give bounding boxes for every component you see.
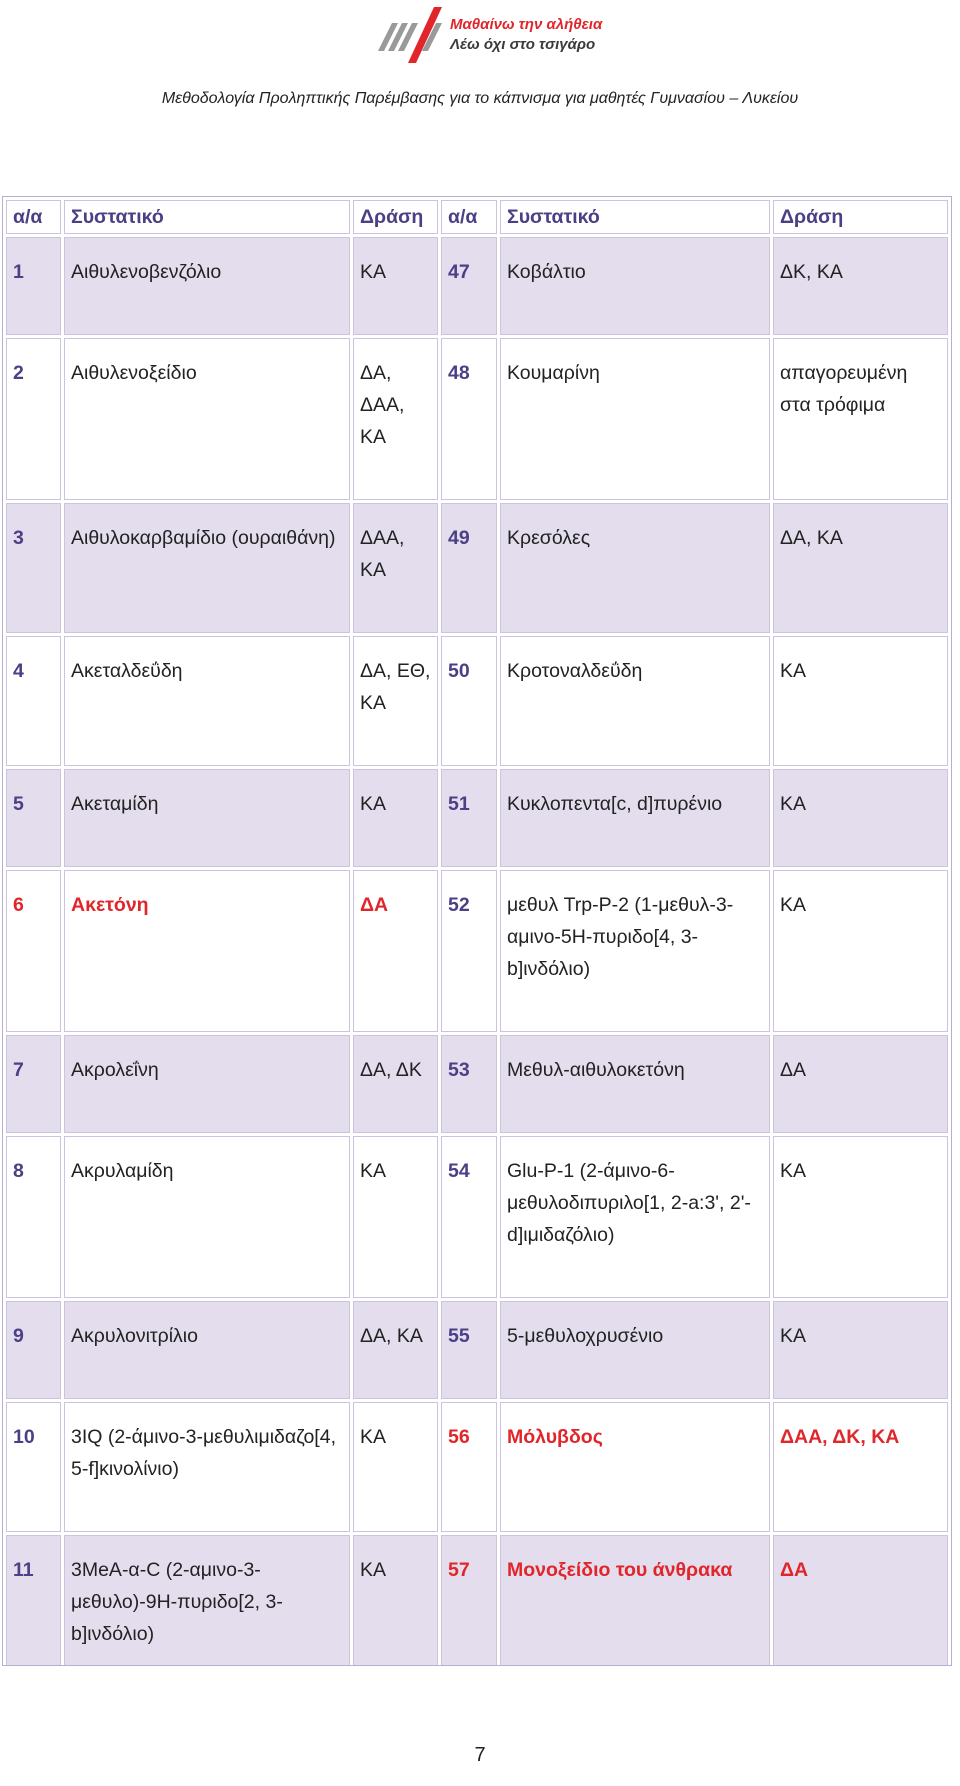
ingredient-name: Κροτοναλδεΰδη: [500, 636, 770, 766]
logo-line2: Λέω όχι στο τσιγάρο: [450, 36, 596, 53]
row-index: 11: [6, 1535, 61, 1666]
ingredient-action: ΔΚ, ΚΑ: [773, 237, 948, 335]
ingredient-name: Κρεσόλες: [500, 503, 770, 633]
logo-stripes-icon: [372, 7, 448, 63]
page-number: 7: [474, 1744, 486, 1766]
ingredient-name: Ακεταμίδη: [64, 769, 350, 867]
ingredient-action: ΚΑ: [773, 769, 948, 867]
ingredient-action: ΔΑΑ, ΚΑ: [353, 503, 438, 633]
table-row: [6, 1535, 948, 1666]
document-subtitle: Μεθοδολογία Προληπτικής Παρέμβασης για το κάπνισμα για μαθητές Γυμνασίου – Λυκείου: [161, 90, 799, 107]
header-action-left: Δράση: [353, 200, 438, 234]
row-index: 51: [441, 769, 497, 867]
ingredient-action: ΔΑ: [353, 870, 438, 1032]
ingredient-action: ΚΑ: [353, 1402, 438, 1532]
header-ingredient-right: Συστατικό: [500, 200, 770, 234]
ingredient-name: Glu-P-1 (2-άμινο-6-μεθυλοδιπυριλο[1, 2-a:3', 2'-d]ιμιδαζόλιο): [500, 1136, 770, 1298]
row-index: 57: [441, 1535, 497, 1666]
row-index: 53: [441, 1035, 497, 1133]
table-row: [6, 237, 948, 335]
table-row: [6, 1402, 948, 1532]
logo-text: [450, 15, 602, 55]
ingredient-name: Αιθυλοκαρβαμίδιο (ουραιθάνη): [64, 503, 350, 633]
ingredient-action: ΚΑ: [353, 237, 438, 335]
table-row: [6, 636, 948, 766]
ingredient-action: απαγορευμένη στα τρόφιμα: [773, 338, 948, 500]
ingredient-action: ΚΑ: [773, 636, 948, 766]
row-index: 9: [6, 1301, 61, 1399]
ingredient-name: 3MeA-α-C (2-αμινο-3-μεθυλο)-9H-πυριδο[2, 3-b]ινδόλιο): [64, 1535, 350, 1666]
ingredient-name: Κουμαρίνη: [500, 338, 770, 500]
ingredient-name: Ακετόνη: [64, 870, 350, 1032]
row-index: 55: [441, 1301, 497, 1399]
ingredient-action: ΔΑ, ΚΑ: [773, 503, 948, 633]
row-index: 2: [6, 338, 61, 500]
row-index: 3: [6, 503, 61, 633]
header-index-right: α/α: [441, 200, 497, 234]
ingredient-action: ΚΑ: [353, 769, 438, 867]
row-index: 54: [441, 1136, 497, 1298]
table-row: [6, 769, 948, 867]
table-row: [6, 1136, 948, 1298]
row-index: 1: [6, 237, 61, 335]
row-index: 7: [6, 1035, 61, 1133]
row-index: 6: [6, 870, 61, 1032]
row-index: 4: [6, 636, 61, 766]
table-row: [6, 338, 948, 500]
row-index: 50: [441, 636, 497, 766]
ingredient-action: ΚΑ: [353, 1535, 438, 1666]
ingredient-name: Ακρυλονιτρίλιο: [64, 1301, 350, 1399]
ingredient-name: Ακεταλδεΰδη: [64, 636, 350, 766]
ingredient-name: Ακρυλαμίδη: [64, 1136, 350, 1298]
row-index: 10: [6, 1402, 61, 1532]
row-index: 48: [441, 338, 497, 500]
table-header-row: [6, 200, 948, 234]
ingredients-table-frame: [2, 196, 952, 1666]
ingredient-name: 3IQ (2-άμινο-3-μεθυλιμιδαζο[4, 5-f]κινολίνιο): [64, 1402, 350, 1532]
table-row: [6, 503, 948, 633]
ingredient-name: Ακρολεΐνη: [64, 1035, 350, 1133]
header-action-right: Δράση: [773, 200, 948, 234]
table-row: [6, 870, 948, 1032]
ingredient-action: ΔΑ, ΕΘ, ΚΑ: [353, 636, 438, 766]
page-header: [0, 0, 960, 120]
row-index: 52: [441, 870, 497, 1032]
ingredient-action: ΚΑ: [773, 870, 948, 1032]
ingredient-action: ΔΑ, ΔΚ: [353, 1035, 438, 1133]
ingredient-name: Αιθυλενοβενζόλιο: [64, 237, 350, 335]
ingredient-name: Μόλυβδος: [500, 1402, 770, 1532]
ingredient-name: Μεθυλ-αιθυλοκετόνη: [500, 1035, 770, 1133]
ingredient-action: ΚΑ: [773, 1136, 948, 1298]
table-row: [6, 1035, 948, 1133]
logo-line1: Μαθαίνω την αλήθεια: [450, 16, 603, 33]
row-index: 56: [441, 1402, 497, 1532]
ingredients-table: [3, 197, 951, 1666]
row-index: 47: [441, 237, 497, 335]
ingredient-name: Κυκλοπεντα[c, d]πυρένιο: [500, 769, 770, 867]
ingredient-action: ΔΑ, ΚΑ: [353, 1301, 438, 1399]
table-row: [6, 1301, 948, 1399]
ingredient-action: ΔΑΑ, ΔΚ, ΚΑ: [773, 1402, 948, 1532]
row-index: 8: [6, 1136, 61, 1298]
row-index: 49: [441, 503, 497, 633]
ingredient-action: ΔΑ: [773, 1035, 948, 1133]
ingredient-name: Κοβάλτιο: [500, 237, 770, 335]
row-index: 5: [6, 769, 61, 867]
ingredient-name: 5-μεθυλοχρυσένιο: [500, 1301, 770, 1399]
ingredient-name: μεθυλ Trp-P-2 (1-μεθυλ-3-αμινο-5H-πυριδο[4, 3-b]ινδόλιο): [500, 870, 770, 1032]
header-ingredient-left: Συστατικό: [64, 200, 350, 234]
ingredient-action: ΚΑ: [773, 1301, 948, 1399]
logo: [372, 7, 602, 63]
ingredient-name: Αιθυλενοξείδιο: [64, 338, 350, 500]
ingredient-action: ΔΑ: [773, 1535, 948, 1666]
ingredient-action: ΔΑ, ΔΑΑ, ΚΑ: [353, 338, 438, 500]
ingredient-name: Μονοξείδιο του άνθρακα: [500, 1535, 770, 1666]
ingredient-action: ΚΑ: [353, 1136, 438, 1298]
header-index-left: α/α: [6, 200, 61, 234]
